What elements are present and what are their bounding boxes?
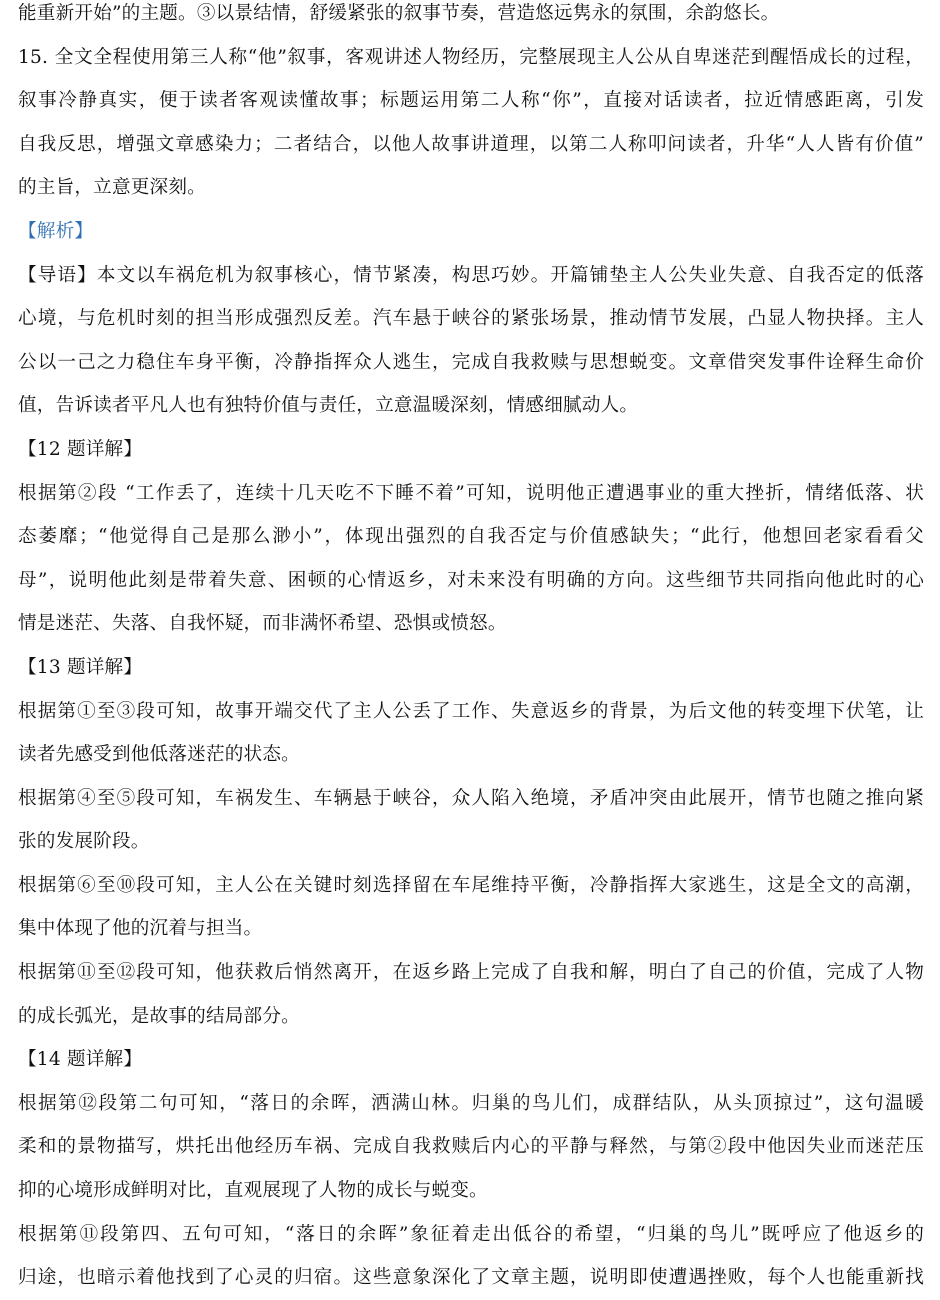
text-line: 柔和的景物描写，烘托出他经历车祸、完成自我救赎后内心的平静与释然，与第②段中他因失业而迷茫压 — [18, 1136, 924, 1158]
text-line: 【导语】本文以车祸危机为叙事核心，情节紧凑，构思巧妙。开篇铺垫主人公失业失意、自我否定的低落 — [18, 264, 924, 286]
question-detail-header: 【12 题详解】 — [18, 438, 143, 460]
question-detail-header: 【13 题详解】 — [18, 656, 143, 678]
text-line: 根据第⑥至⑩段可知，主人公在关键时刻选择留在车尾维持平衡，冷静指挥大家逃生，这是全文的高潮， — [18, 874, 924, 896]
text-line: 自我反思，增强文章感染力；二者结合，以他人故事讲道理，以第二人称叩问读者，升华“人人皆有价值” — [18, 133, 924, 155]
text-line: 张的发展阶段。 — [18, 831, 150, 853]
text-line: 公以一己之力稳住车身平衡，冷静指挥众人逃生，完成自我救赎与思想蜕变。文章借突发事件诠释生命价 — [18, 351, 924, 373]
text-line: 的成长弧光，是故事的结局部分。 — [18, 1005, 300, 1027]
text-line: 根据第⑫段第二句可知，“落日的余晖，洒满山林。归巢的鸟儿们，成群结队，从头顶掠过”，这句温暖 — [18, 1092, 924, 1114]
text-line: 归途，也暗示着他找到了心灵的归宿。这些意象深化了文章主题，说明即使遭遇挫败，每个人也能重新找 — [18, 1267, 924, 1289]
text-line: 心境，与危机时刻的担当形成强烈反差。汽车悬于峡谷的紧张场景，推动情节发展，凸显人物抉择。主人 — [18, 308, 924, 330]
text-line: 值，告诉读者平凡人也有独特价值与责任，立意温暖深刻，情感细腻动人。 — [18, 395, 639, 417]
text-line: 的主旨，立意更深刻。 — [18, 177, 206, 199]
text-line: 根据第①至③段可知，故事开端交代了主人公丢了工作、失意返乡的背景，为后文他的转变埋下伏笔，让 — [18, 700, 924, 722]
text-line: 能重新开始”的主题。③以景结情，舒缓紧张的叙事节奏，营造悠远隽永的氛围，余韵悠长。 — [18, 3, 780, 24]
text-line: 集中体现了他的沉着与担当。 — [18, 918, 263, 940]
section-header-analysis: 【解析】 — [18, 220, 94, 242]
text-line: 情是迷茫、失落、自我怀疑，而非满怀希望、恐惧或愤怒。 — [18, 613, 507, 635]
text-line: 根据第②段 “工作丢了，连续十几天吃不下睡不着”可知，说明他正遭遇事业的重大挫折，情绪低落、状 — [18, 482, 924, 504]
text-line: 叙事冷静真实，便于读者客观读懂故事；标题运用第二人称“你”，直接对话读者，拉近情感距离，引发 — [18, 90, 924, 112]
text-line: 态萎靡；“他觉得自己是那么渺小”，体现出强烈的自我否定与价值感缺失；“此行，他想回老家看看父 — [18, 526, 924, 548]
text-line: 15. 全文全程使用第三人称“他”叙事，客观讲述人物经历，完整展现主人公从自卑迷茫到醒悟成长的过程， — [18, 46, 924, 68]
text-line: 根据第⑪段第四、五句可知，“落日的余晖”象征着走出低谷的希望，“归巢的鸟儿”既呼应了他返乡的 — [18, 1223, 924, 1245]
question-detail-header: 【14 题详解】 — [18, 1049, 143, 1071]
text-line: 母”，说明他此刻是带着失意、困顿的心情返乡，对未来没有明确的方向。这些细节共同指向他此时的心 — [18, 569, 924, 591]
text-line: 读者先感受到他低落迷茫的状态。 — [18, 744, 300, 766]
document-page — [18, 0, 924, 1300]
text-line: 根据第④至⑤段可知，车祸发生、车辆悬于峡谷，众人陷入绝境，矛盾冲突由此展开，情节也随之推向紧 — [18, 787, 924, 809]
text-line: 抑的心境形成鲜明对比，直观展现了人物的成长与蜕变。 — [18, 1180, 488, 1202]
text-line: 根据第⑪至⑫段可知，他获救后悄然离开，在返乡路上完成了自我和解，明白了自己的价值，完成了人物 — [18, 962, 924, 984]
